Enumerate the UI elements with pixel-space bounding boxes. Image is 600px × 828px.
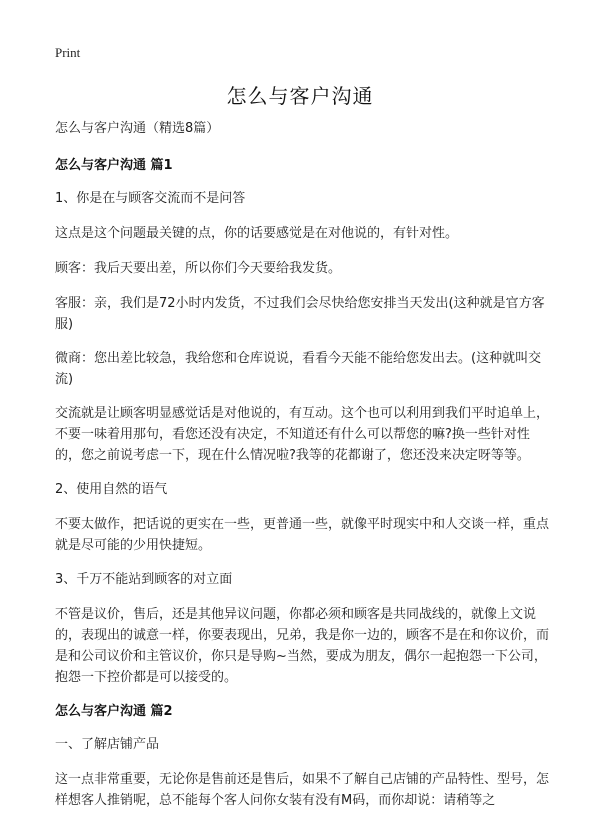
paragraph: 交流就是让顾客明显感觉话是对他说的，有互动。这个也可以利用到我们平时追单上，不要一味着用那句，看您还没有决定，不知道还有什么可以帮您的嘛?换一些针对性的，您之前说考虑一下，现在什么情况啦?我等的花都谢了，您还没来决定呀等等。 [55, 406, 550, 463]
page-title: 怎么与客户沟通 [226, 84, 374, 108]
paragraph: 客服：亲，我们是72小时内发货，不过我们会尽快给您安排当天发出(这种就是官方客服) [55, 296, 545, 332]
paragraph: 3、千万不能站到顾客的对立面 [55, 572, 233, 587]
section-heading-2: 怎么与客户沟通 篇2 [55, 704, 173, 719]
paragraph: 这点是这个问题最关键的点，你的话要感觉是在对他说的，有针对性。 [55, 226, 459, 241]
paragraph: 2、使用自然的语气 [55, 482, 168, 497]
paragraph: 微商：您出差比较急，我给您和仓库说说，看看今天能不能给您发出去。(这种就叫交流) [55, 351, 542, 387]
paragraph: 这一点非常重要，无论你是售前还是售后，如果不了解自己店铺的产品特性、型号，怎样想客人推销呢，总不能每个客人问你女装有没有M码，而你却说：请稍等之 [55, 772, 550, 808]
paragraph: 顾客：我后天要出差，所以你们今天要给我发货。 [55, 261, 342, 276]
paragraph: 不要太做作，把话说的更实在一些，更普通一些，就像平时现实中和人交谈一样，重点就是尽可能的少用快捷短。 [55, 517, 550, 553]
paragraph: 1、你是在与顾客交流而不是问答 [55, 191, 246, 206]
document-subtitle: 怎么与客户沟通（精选8篇） [55, 121, 220, 136]
document-body [55, 118, 555, 825]
paragraph: 一、了解店铺产品 [55, 737, 160, 752]
print-label: Print [55, 45, 81, 60]
section-heading-1: 怎么与客户沟通 篇1 [55, 158, 173, 173]
paragraph: 不管是议价，售后，还是其他异议问题，你都必须和顾客是共同战线的，就像上文说的，表现出的诚意一样，你要表现出，兄弟，我是你一边的，顾客不是在和你议价，而是和公司议价和主管议价，你只是导购~当然，要成为朋友，偶尔一起抱怨一下公司，抱怨一下控价都是可以接受的。 [55, 607, 550, 685]
